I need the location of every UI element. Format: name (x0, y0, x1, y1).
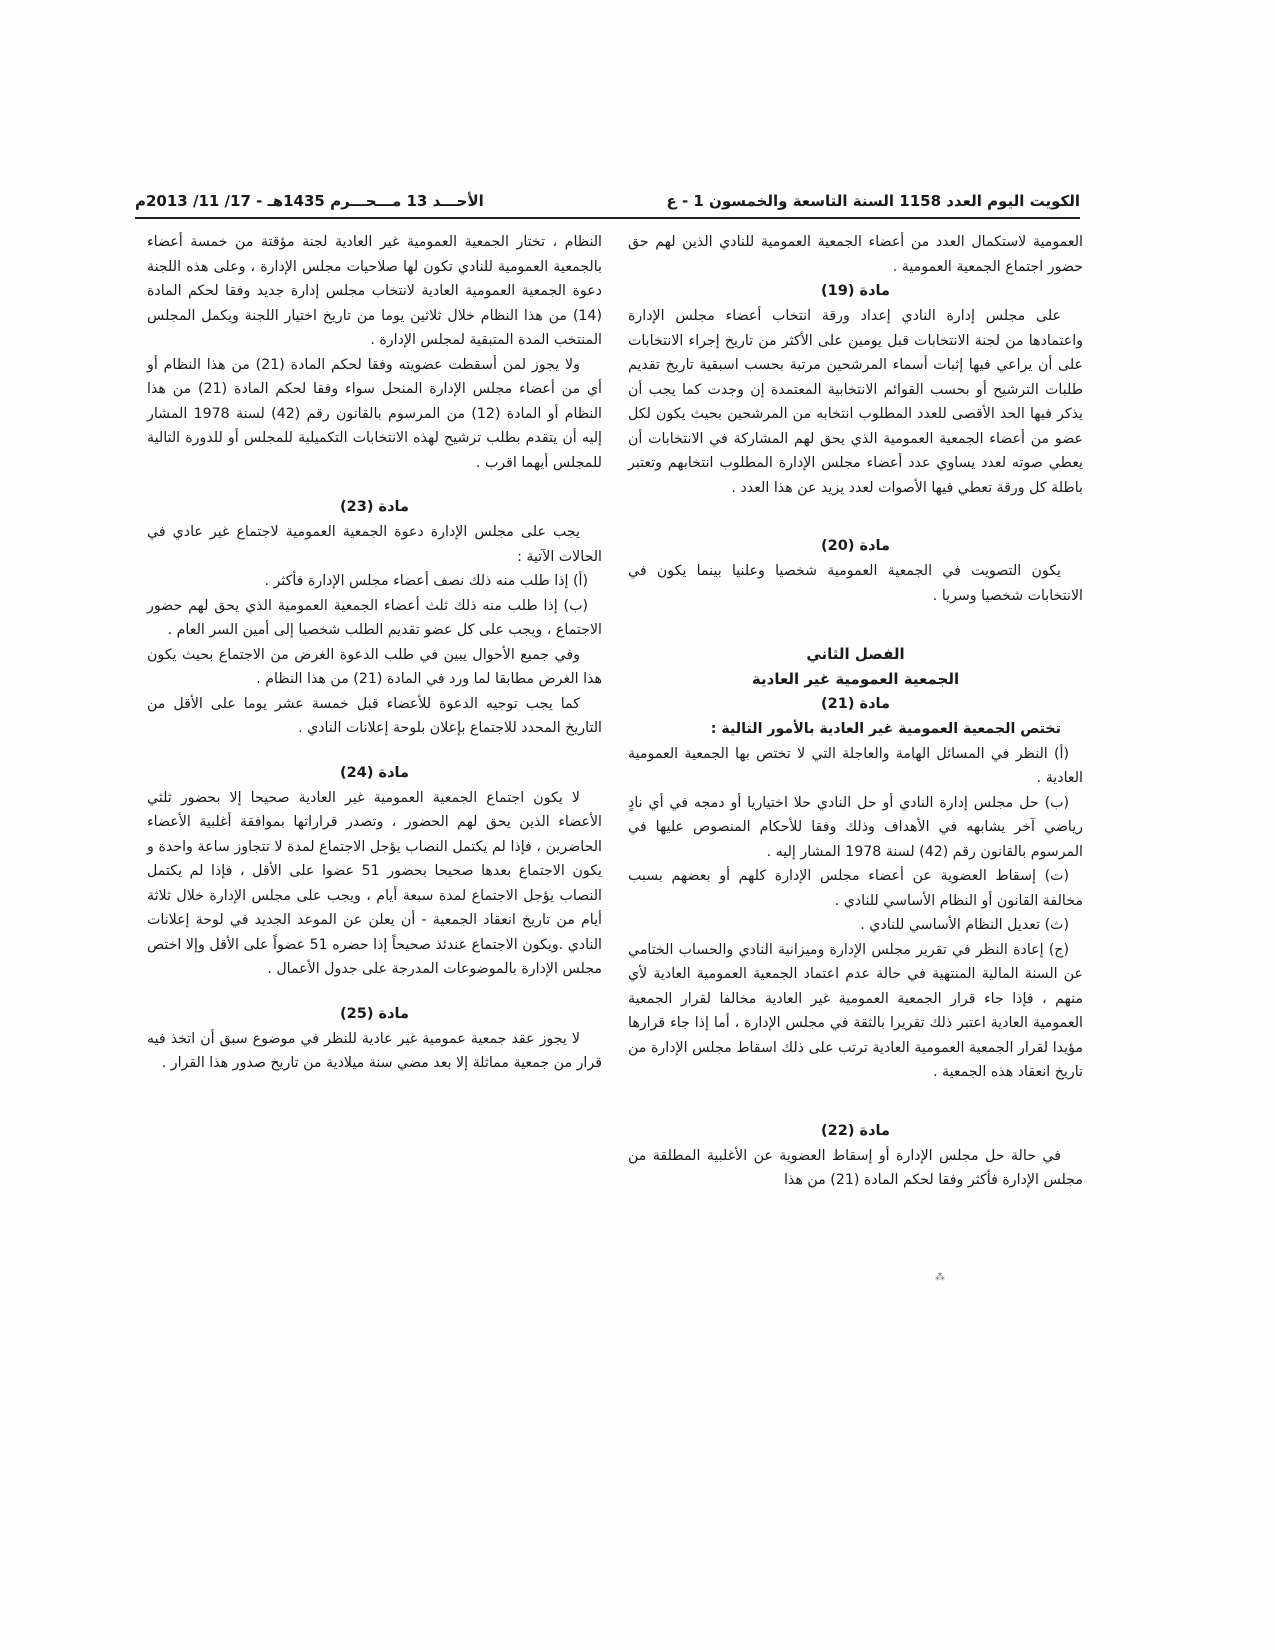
header-rule (135, 217, 1080, 219)
paragraph: لا يجوز عقد جمعية عمومية غير عادية للنظر في موضوع سبق أن اتخذ فيه قرار من جمعية مماثلة إلا بعد مضي سنة ميلادية من تاريخ صدور هذا القرار . (147, 1030, 602, 1071)
article-title: مادة (19) (821, 283, 890, 299)
list-item: (ج) إعادة النظر في تقرير مجلس الإدارة وميزانية النادي والحساب الختامي عن السنة المالية المنتهية في حالة عدم اعتماد الجمعية العمومية العادية لأي منهم ، فإذا جاء قرار الجمعية العمومية غير العادية مخالفا لقرار الجمعية العمومية العادية اعتبر ذلك تقريرا بالثقة في مجلس الإدارة ، أما إذا جاء قرارها مؤيدا لقرار الجمعية العمومية العادية ترتب على ذلك اسقاط مجلس الإدارة من تاريخ انعقاد هذه الجمعية . (628, 941, 1083, 1080)
paragraph: يكون التصويت في الجمعية العمومية شخصيا وعلنيا بينما يكون في الانتخابات شخصيا وسريا . (628, 563, 1083, 604)
left-column (147, 230, 602, 1076)
article-title: مادة (20) (821, 538, 890, 554)
article-title: مادة (25) (340, 1005, 409, 1022)
chapter-subtitle: الجمعية العمومية غير العادية (751, 670, 960, 688)
paragraph: تختص الجمعية العمومية غير العادية بالأمور التالية : (710, 721, 1061, 737)
paragraph: ولا يجوز لمن أسقطت عضويته وفقا لحكم المادة (21) من هذا النظام أو أي من أعضاء مجلس الإدارة المنحل سواء وفقا لحكم المادة (21) من هذا النظام أو المادة (12) من المرسوم بالقانون رقم (42) لسنة 1978 المشار إليه أن يتقدم بطلب ترشيح لهذه الانتخابات التكميلية للمجلس أو للدورة التالية للمجلس أيهما اقرب . (147, 356, 602, 471)
list-item: (ب) حل مجلس إدارة النادي أو حل النادي حلا اختياريا أو دمجه في أي نادٍ رياضي آخر يشابهه في الأهداف وذلك وفقا للأحكام المنصوص عليها في المرسوم بالقانون رقم (42) لسنة 1978 المشار إليه . (628, 794, 1083, 860)
paragraph: يجب على مجلس الإدارة دعوة الجمعية العمومية لاجتماع غير عادي في الحالات الآتية : (147, 524, 602, 565)
paragraph: لا يكون اجتماع الجمعية العمومية غير العادية صحيحا إلا بحضور ثلثي الأعضاء الذين يحق لهم الحضور ، وتصدر قراراتها بموافقة أغلبية الأعضاء الحاضرين ، فإذا لم يكتمل النصاب يؤجل الاجتماع لمدة لا تتجاوز ساعة واحدة و يكون الاجتماع بعدها صحيحا بحضور 51 عضوا على الأقل ، فإذا لم يكتمل النصاب يؤجل الاجتماع لمدة سبعة أيام ، ويجب على مجلس الإدارة خلال ثلاثة أيام من تاريخ انعقاد الجمعية - أن يعلن عن الموعد الجديد في لوحة إعلانات النادي .ويكون الاجتماع عندئذ صحيحاً إذا حضره 51 عضواً على الأقل وإلا اختص مجلس الإدارة بالموضوعات المدرجة على جدول الأعمال . (147, 789, 602, 977)
header-publication: الكويت اليوم العدد 1158 السنة التاسعة والخمسون 1 - ع (666, 192, 1080, 210)
paragraph: على مجلس إدارة النادي إعداد ورقة انتخاب أعضاء مجلس الإدارة واعتمادها من لجنة الانتخابات قبل يومين على الأكثر من تاريخ إجراء الانتخابات على أن يراعي فيها إثبات أسماء المرشحين مرتبة بحسب اسبقية تاريخ تقديم طلبات الترشيح أو بحسب القوائم الانتخابية المعتمدة إن وجدت كما يجب أن يذكر فيها الحد الأقصى للعدد المطلوب انتخابه من المرشحين بحيث يكون لكل عضو من أعضاء الجمعية العمومية الذي يحق لهم المشاركة في الانتخابات أن يعطي صوته لعدد يساوي عدد أعضاء مجلس الإدارة المطلوب انتخابهم وتعتبر باطلة كل ورقة تعطي فيها الأصوات لعدد يزيد عن هذا العدد . (628, 308, 1083, 496)
header-date: الأحـــد 13 مـــحـــرم 1435هـ - 17/ 11/ 2013م (135, 192, 484, 210)
scan-speck: ⁂ (935, 1272, 945, 1283)
paragraph: وفي جميع الأحوال يبين في طلب الدعوة الغرض من الاجتماع بحيث يكون هذا الغرض مطابقا لما ورد في المادة (21) من هذا النظام . (147, 646, 602, 687)
page-header (135, 186, 1080, 216)
list-item: (أ) النظر في المسائل الهامة والعاجلة التي لا تختص بها الجمعية العمومية العادية . (628, 745, 1083, 786)
right-column (628, 230, 1083, 1193)
list-item: (ت) إسقاط العضوية عن أعضاء مجلس الإدارة كلهم أو بعضهم بسبب مخالفة القانون أو النظام الأساسي للنادي . (628, 868, 1083, 909)
article-title: مادة (23) (340, 499, 409, 515)
list-item: (أ) إذا طلب منه ذلك نصف أعضاء مجلس الإدارة فأكثر . (264, 573, 588, 589)
paragraph: النظام ، تختار الجمعية العمومية غير العادية لجنة مؤقتة من خمسة أعضاء بالجمعية العمومية للنادي تكون لها صلاحيات مجلس الإدارة ، وعلى هذه اللجنة دعوة الجمعية العمومية العادية لانتخاب مجلس إدارة جديد وفقا لحكم المادة (14) من هذا النظام خلال ثلاثين يوما من تاريخ اختيار اللجنة ويكمل المجلس المنتخب المدة المتبقية لمجلس الإدارة . (147, 234, 602, 348)
paragraph: كما يجب توجيه الدعوة للأعضاء قبل خمسة عشر يوما على الأقل من التاريخ المحدد للاجتماع بإعلان بلوحة إعلانات النادي . (147, 695, 602, 736)
article-title: مادة (21) (821, 696, 890, 712)
list-item: (ب) إذا طلب منه ذلك ثلث أعضاء الجمعية العمومية الذي يحق لهم حضور الاجتماع ، ويجب على كل عضو تقديم الطلب شخصيا إلى أمين السر العام . (147, 597, 602, 638)
paragraph: في حالة حل مجلس الإدارة أو إسقاط العضوية عن الأغلبية المطلقة من مجلس الإدارة فأكثر وفقا لحكم المادة (21) من هذا (628, 1147, 1083, 1188)
article-title: مادة (22) (821, 1122, 890, 1139)
chapter-title: الفصل الثاني (806, 645, 905, 663)
article-title: مادة (24) (340, 764, 409, 781)
list-item: (ث) تعديل النظام الأساسي للنادي . (860, 917, 1069, 933)
paragraph: العمومية لاستكمال العدد من أعضاء الجمعية العمومية للنادي الذين لهم حق حضور اجتماع الجمعية العمومية . (628, 234, 1083, 275)
